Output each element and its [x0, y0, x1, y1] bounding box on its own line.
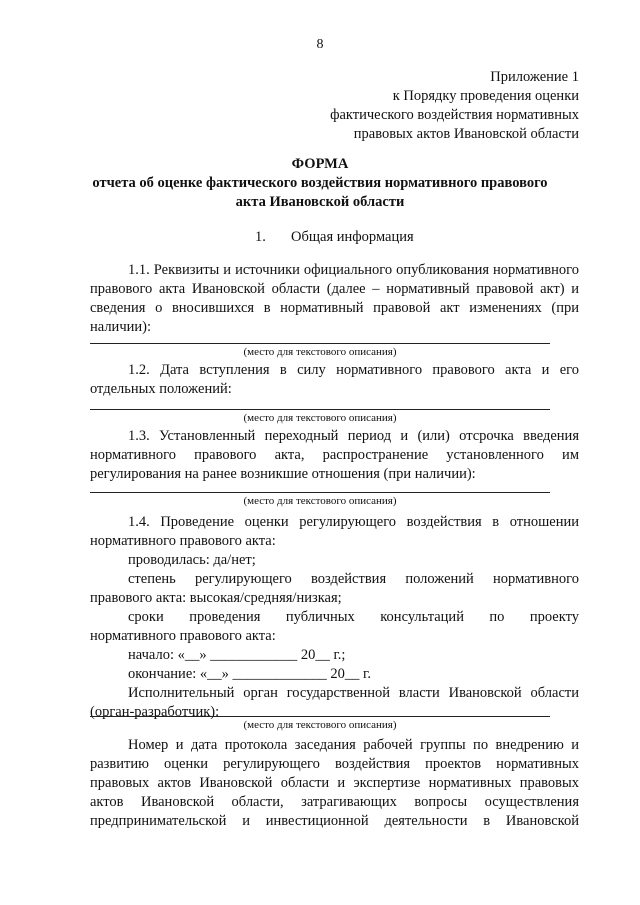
- text-entry-line[interactable]: [90, 343, 550, 344]
- start-date-field[interactable]: начало: «__» ____________ 20__ г.;: [128, 647, 346, 663]
- page-number: 8: [316, 37, 324, 52]
- item-1-3-text: 1.3. Установленный переходный период и (или) отсрочка введения нормативного правового акта, распространение установленного им регулирования на ранее возникшие отношения (при наличии):: [90, 428, 579, 482]
- section-title: Общая информация: [291, 229, 414, 245]
- text-entry-line[interactable]: [90, 492, 550, 493]
- form-subtitle: [90, 174, 550, 212]
- appendix-header: [330, 68, 579, 144]
- field-caption: (место для текстового описания): [243, 719, 397, 731]
- item-1-4-line: нормативного правового акта:: [90, 533, 276, 549]
- field-caption: (место для текстового описания): [243, 495, 397, 507]
- terms-line: сроки проведения публичных консультаций по проекту: [128, 609, 579, 625]
- organ-line: (орган-разработчик):: [90, 704, 220, 720]
- appendix-line: Приложение 1: [490, 69, 579, 85]
- appendix-line: к Порядку проведения оценки: [392, 88, 579, 104]
- field-caption: (место для текстового описания): [243, 412, 397, 424]
- appendix-line: правовых актов Ивановской области: [353, 126, 579, 142]
- protocol-text: Номер и дата протокола заседания рабочей группы по внедрению и развитию оценки регулирующего воздействия проектов нормативных правовых актов Ивановской области и экспертизе нормативных правовых актов Ивановской области, затрагивающих вопросы осуществления предпринимательской и инвестиционной деятельности в Ивановской: [90, 737, 579, 829]
- conducted-field: проводилась: да/нет;: [128, 552, 256, 568]
- appendix-line: фактического воздействия нормативных: [330, 107, 579, 123]
- section-number: 1.: [255, 229, 266, 245]
- end-date-field[interactable]: окончание: «__» _____________ 20__ г.: [128, 666, 371, 682]
- field-caption: (место для текстового описания): [243, 346, 397, 358]
- organ-line: Исполнительный орган государственной власти Ивановской области: [128, 685, 579, 701]
- form-title: ФОРМА: [291, 156, 349, 172]
- section-heading: [255, 229, 414, 246]
- item-1-2-text: 1.2. Дата вступления в силу нормативного правового акта и его отдельных положений:: [90, 362, 579, 397]
- item-1-1-text: 1.1. Реквизиты и источники официального опубликования нормативного правового акта Ивановской области (далее – нормативный правовой акт) и сведения о вносившихся в нормативный правовой акт изменениях (при наличии):: [90, 262, 579, 335]
- terms-line: нормативного правового акта:: [90, 628, 276, 644]
- text-entry-line[interactable]: [90, 716, 550, 717]
- degree-line: правового акта: высокая/средняя/низкая;: [90, 590, 342, 606]
- degree-line: степень регулирующего воздействия положений нормативного: [128, 571, 579, 587]
- text-entry-line[interactable]: [90, 409, 550, 410]
- form-subtitle-line: акта Ивановской области: [235, 194, 405, 210]
- item-1-4-line: 1.4. Проведение оценки регулирующего воздействия в отношении: [128, 514, 579, 530]
- form-subtitle-line: отчета об оценке фактического воздействия нормативного правового: [92, 175, 548, 191]
